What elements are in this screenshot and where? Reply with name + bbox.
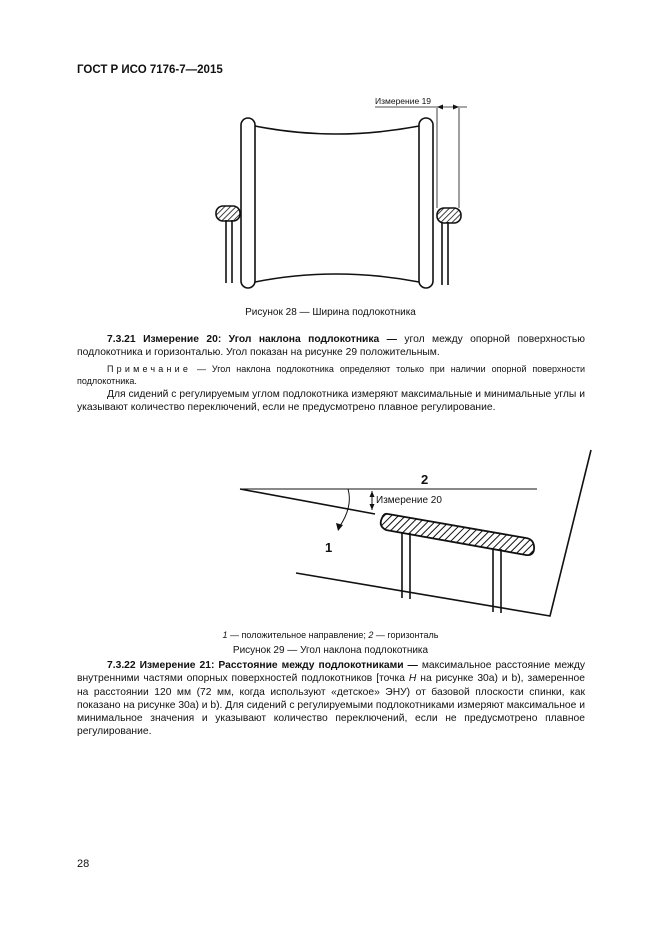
section-7322-point-h: H [408,673,417,685]
figure-29-caption: Рисунок 29 — Угол наклона подлокотника [232,645,429,656]
page-number: 28 [77,858,90,870]
figure-29-armrest-angle [230,436,600,626]
section-7321-para2: Для сидений с регулируемым углом подлокотника измеряют максимальные и минимальные углы и указывают количество переключений, если не предусмотрено плавное регулирование. [77,389,585,414]
section-7322-text [77,659,585,739]
incline-line [240,489,375,514]
left-post [241,118,255,288]
figure-29-legend [0,630,661,640]
document-header: ГОСТ Р ИСО 7176-7—2015 [77,64,223,76]
section-7321-body: угол между опорной поверхностью подлокотника и горизонталью. Угол показан на рисунке 29 положительным. [77,334,585,359]
section-7322-title: Измерение 21: Расстояние между подлокотниками — [139,660,418,671]
inclined-armrest-pad [381,514,534,555]
section-7321-title: Измерение 20: Угол наклона подлокотника — [143,334,397,345]
legend-2-num: 2 [368,630,374,640]
section-7322-number: 7.3.22 [107,660,136,671]
figure-29-label-1: 1 [325,540,333,555]
right-post [419,118,433,288]
figure-29-label-2: 2 [421,472,429,487]
sheet-bottom [255,274,419,282]
figure-28-label: Измерение 19 [375,96,432,106]
legend-2-text: — горизонталь [373,630,439,640]
section-7322-body-a: максимальное расстояние между внутренними частями опорных поверхностей подлокотников [точка [77,660,585,685]
figure-28-armrest-width [205,90,475,300]
right-armrest-pad [437,208,461,223]
section-7321-note [77,363,585,387]
note-text: — Угол наклона подлокотника определяют только при наличии опорной поверхности подлокотника. [77,364,585,386]
figure-28-caption: Рисунок 28 — Ширина подлокотника [245,307,416,318]
left-armrest-pad [216,206,240,221]
sheet-top [255,126,419,134]
section-7321-number: 7.3.21 [107,334,136,345]
legend-1-text: — положительное направление; [227,630,369,640]
legend-1-num: 1 [222,630,228,640]
note-label: Примечание [107,364,192,374]
section-7322-body-b: на рисунке 30а) и b), замеренное на расстоянии 120 мм (72 мм, когда используют «детское» ЭНУ) от базовой плоскости спинки, как показано на рисунке 30а) и b). Для сидений с регулируемыми подлокотниками измеряют максимальное и минимальное значения и указывают количество переключений, если не предусмотрено плавное регулирование. [77,673,585,738]
figure-29-label-measure: Измерение 20 [376,495,442,506]
section-7321-text [77,333,585,360]
